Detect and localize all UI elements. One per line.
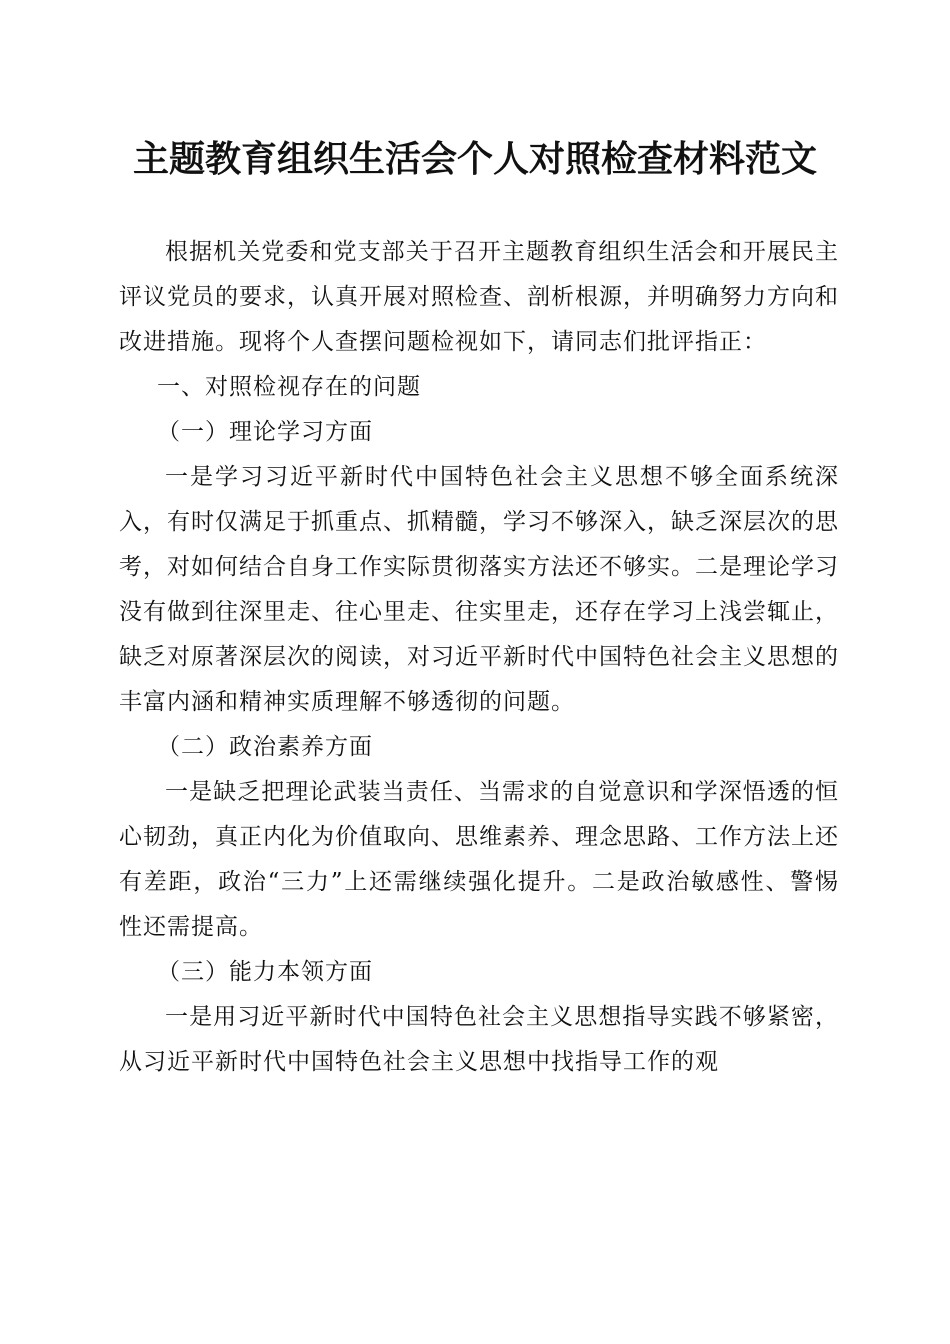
subsection-heading-ability: （三）能力本领方面 (157, 959, 373, 985)
subsection-heading-politics: （二）政治素养方面 (157, 734, 373, 760)
section-heading-problems: 一、对照检视存在的问题 (157, 374, 421, 400)
intro-paragraph: 根据机关党委和党支部关于召开主题教育组织生活会和开展民主评议党员的要求，认真开展对照检查、剖析根源，并明确努力方向和改进措施。现将个人查摆问题检视如下，请同志们批评指正： (119, 239, 839, 355)
document-title: 主题教育组织生活会个人对照检查材料范文 (132, 138, 817, 180)
subsection-heading-theory: （一）理论学习方面 (157, 419, 373, 445)
paragraph-theory: 一是学习习近平新时代中国特色社会主义思想不够全面系统深入，有时仅满足于抓重点、抓精髓，学习不够深入，缺乏深层次的思考，对如何结合自身工作实际贯彻落实方法还不够实。二是理论学习没有做到往深里走、往心里走、往实里走，还存在学习上浅尝辄止，缺乏对原著深层次的阅读，对习近平新时代中国特色社会主义思想的丰富内涵和精神实质理解不够透彻的问题。 (119, 464, 839, 715)
paragraph-ability: 一是用习近平新时代中国特色社会主义思想指导实践不够紧密，从习近平新时代中国特色社会主义思想中找指导工作的观 (119, 1004, 839, 1075)
paragraph-politics: 一是缺乏把理论武装当责任、当需求的自觉意识和学深悟透的恒心韧劲，真正内化为价值取向、思维素养、理念思路、工作方法上还有差距，政治“三力”上还需继续强化提升。二是政治敏感性、警惕性还需提高。 (119, 779, 839, 940)
document-body (119, 230, 839, 1085)
